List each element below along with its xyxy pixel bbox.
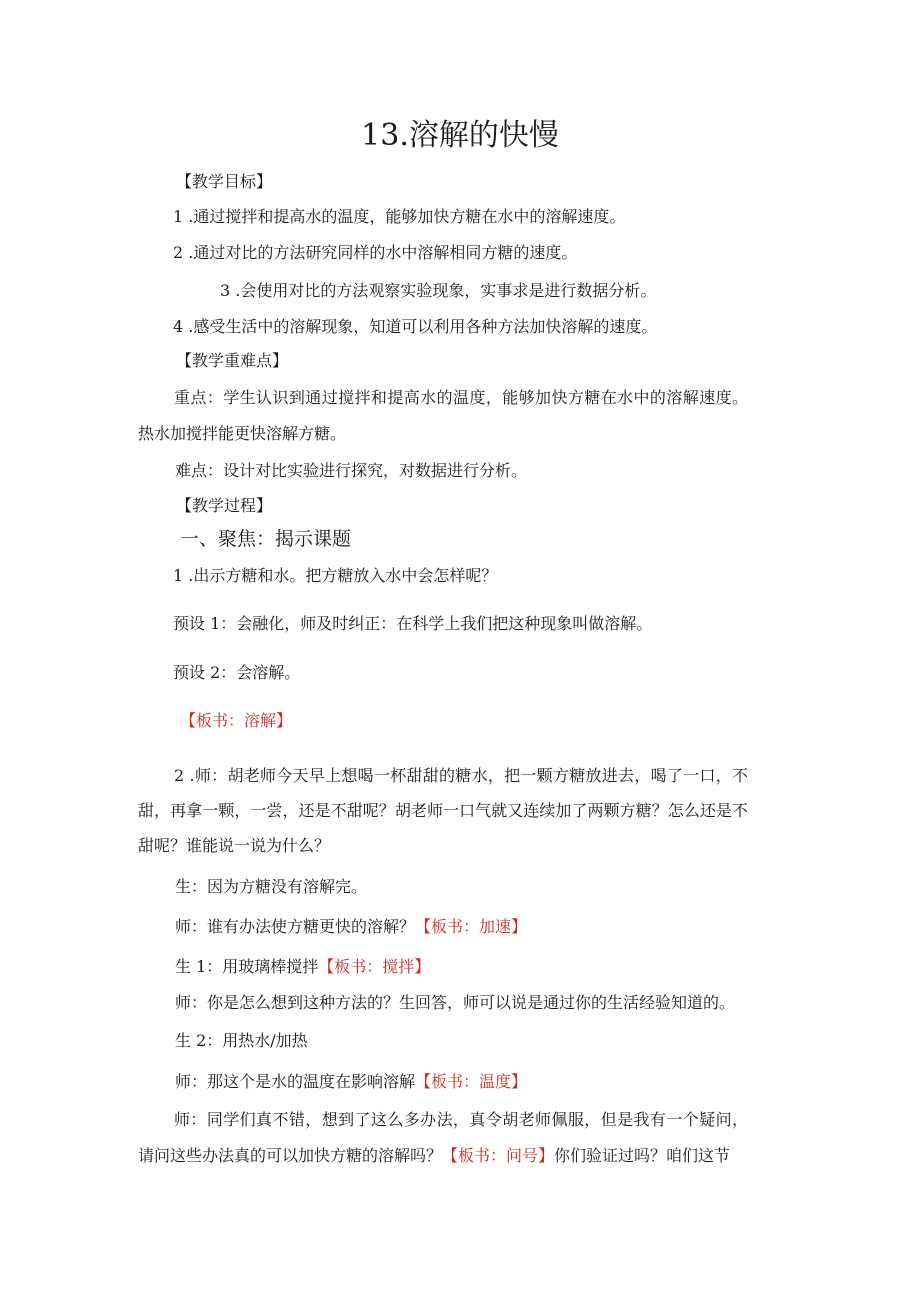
preset-1: 预设 1：会融化，师及时纠正：在科学上我们把这种现象叫做溶解。 bbox=[173, 614, 653, 633]
board-note-temperature: 【板书：温度】 bbox=[415, 1072, 528, 1091]
goals-heading: 【教学目标】 bbox=[176, 172, 273, 191]
teacher-question-4-paragraph bbox=[138, 1102, 748, 1174]
teacher-question-4-text: 师：同学们真不错，想到了这么多办法，真令胡老师佩服，但是我有一个疑问，请问这些办法真的可以加快方糖的溶解吗？ bbox=[138, 1110, 748, 1165]
board-note-question-mark: 【板书：问号】 bbox=[442, 1146, 555, 1165]
part1-heading: 一、聚焦：揭示课题 bbox=[180, 528, 352, 550]
goal-item-3: 3 .会使用对比的方法观察实验现象，实事求是进行数据分析。 bbox=[220, 281, 657, 300]
goal-item-1: 1 .通过搅拌和提高水的温度，能够加快方糖在水中的溶解速度。 bbox=[173, 207, 626, 226]
student-1-text: 生 1：用玻璃棒搅拌 bbox=[175, 957, 319, 976]
student-2-answer: 生 2：用热水/加热 bbox=[175, 1031, 308, 1050]
teacher-question-3 bbox=[175, 1071, 527, 1093]
board-note-dissolve: 【板书：溶解】 bbox=[180, 711, 293, 730]
teacher-question-1 bbox=[175, 916, 527, 938]
teacher-question-2: 师：你是怎么想到这种方法的？生回答，师可以说是通过你的生活经验知道的。 bbox=[175, 993, 736, 1012]
process-heading: 【教学过程】 bbox=[176, 496, 273, 515]
student-answer: 生：因为方糖没有溶解完。 bbox=[175, 877, 368, 896]
teacher-question-1-text: 师：谁有办法使方糖更快的溶解？ bbox=[175, 917, 416, 936]
preset-2: 预设 2：会溶解。 bbox=[173, 663, 301, 682]
student-1-answer bbox=[175, 956, 430, 978]
step-1: 1 .出示方糖和水。把方糖放入水中会怎样呢？ bbox=[173, 566, 498, 585]
goal-item-4: 4 .感受生活中的溶解现象，知道可以利用各种方法加快溶解的速度。 bbox=[173, 317, 658, 336]
teacher-question-4-tail: 你们验证过吗？咱们这节 bbox=[554, 1146, 731, 1165]
page-title: 13.溶解的快慢 bbox=[361, 118, 559, 153]
key-points-heading: 【教学重难点】 bbox=[176, 351, 289, 370]
board-note-speed-up: 【板书：加速】 bbox=[415, 917, 528, 936]
key-point-paragraph: 重点：学生认识到通过搅拌和提高水的温度，能够加快方糖在水中的溶解速度。热水加搅拌能更快溶解方糖。 bbox=[138, 388, 748, 443]
teacher-question-3-text: 师：那这个是水的温度在影响溶解 bbox=[175, 1072, 416, 1091]
goal-item-2: 2 .通过对比的方法研究同样的水中溶解相同方糖的速度。 bbox=[173, 243, 578, 262]
difficulty-paragraph: 难点：设计对比实验进行探究，对数据进行分析。 bbox=[175, 461, 528, 480]
step-2-paragraph: 2 .师：胡老师今天早上想喝一杯甜甜的糖水，把一颗方糖放进去，喝了一口，不甜，再拿一颗，一尝，还是不甜呢？胡老师一口气就又连续加了两颗方糖？怎么还是不甜呢？谁能说一说为什么？ bbox=[138, 766, 748, 855]
board-note-stir: 【板书：搅拌】 bbox=[318, 957, 431, 976]
